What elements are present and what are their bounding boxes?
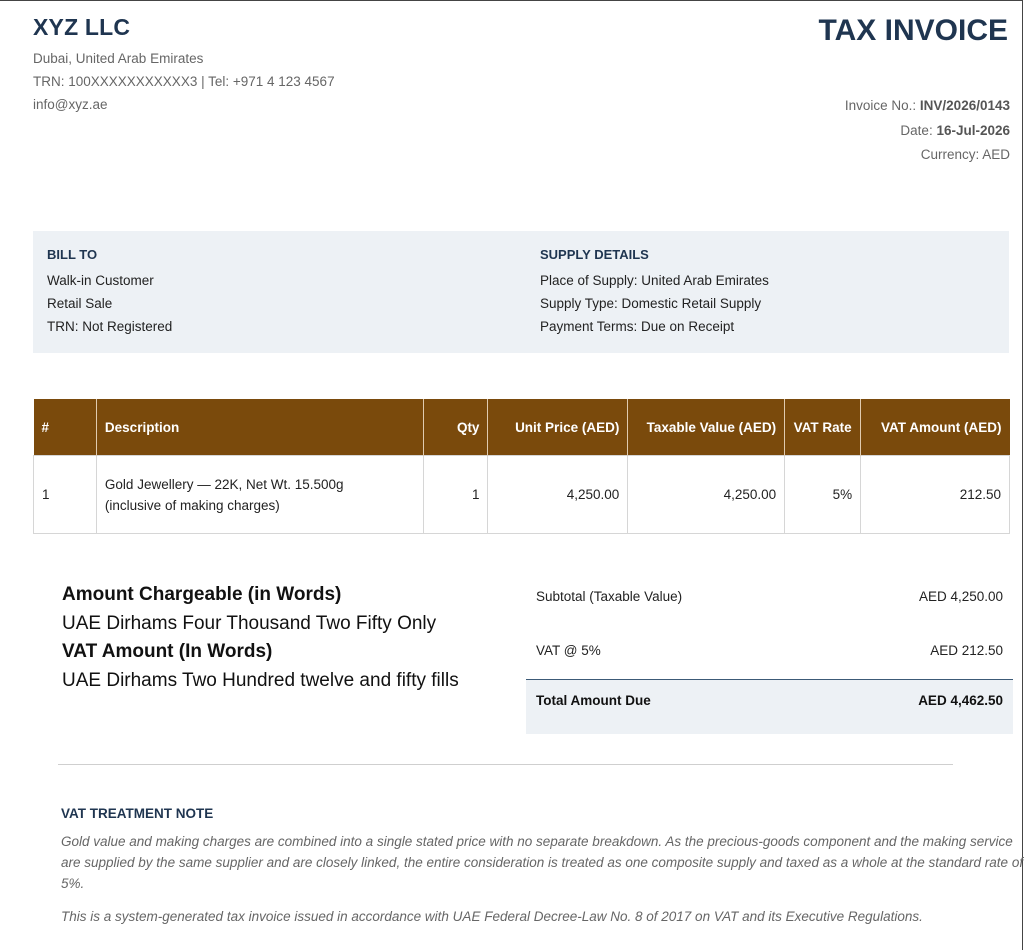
table-row [34, 456, 1010, 534]
vat-value: AED 212.50 [930, 643, 1003, 658]
invoice-date-value: 16-Jul-2026 [936, 123, 1010, 138]
row-number: 1 [34, 456, 97, 534]
column-header: VAT Rate [785, 399, 861, 456]
total-row [526, 679, 1013, 734]
item-description-line: Gold Jewellery — 22K, Net Wt. 15.500g [104, 476, 344, 492]
item-vat-rate: 5% [785, 456, 861, 534]
items-table [33, 399, 1010, 534]
supply-details-line: Supply Type: Domestic Retail Supply [540, 296, 762, 311]
company-email: info@xyz.ae [33, 97, 108, 112]
subtotal-value: AED 4,250.00 [918, 589, 1003, 604]
company-trn-tel: TRN: 100XXXXXXXXXXX3 | Tel: +971 4 123 4567 [33, 74, 335, 89]
total-value: AED 4,462.50 [918, 693, 1003, 708]
column-header: # [34, 399, 97, 456]
vat-note-heading: VAT TREATMENT NOTE [61, 806, 214, 821]
amount-in-words-section [62, 581, 459, 695]
item-vat-amount: 212.50 [861, 456, 1010, 534]
column-header: VAT Amount (AED) [861, 399, 1010, 456]
column-header: Description [96, 399, 423, 456]
document-title: TAX INVOICE [818, 14, 1008, 47]
item-taxable-value: 4,250.00 [628, 456, 785, 534]
invoice-date [900, 123, 1010, 138]
footer-note: This is a system-generated tax invoice issued in accordance with UAE Federal Decree-Law No. 8 of 2017 on VAT and its Executive Regulations. [61, 909, 923, 924]
subtotal-row [526, 571, 1013, 625]
amount-words-heading: Amount Chargeable (in Words) [62, 584, 342, 605]
bill-to-line: Retail Sale [47, 296, 113, 311]
company-name: XYZ LLC [33, 14, 131, 40]
bill-to-section [47, 247, 172, 338]
invoice-number-value: INV/2026/0143 [919, 98, 1010, 113]
supply-details-line: Payment Terms: Due on Receipt [540, 319, 735, 334]
vat-row [526, 625, 1013, 679]
item-description-line: (inclusive of making charges) [104, 497, 280, 513]
item-unit-price: 4,250.00 [488, 456, 628, 534]
section-divider [58, 764, 953, 765]
bill-to-line: TRN: Not Registered [47, 319, 173, 334]
vat-words-value: UAE Dirhams Two Hundred twelve and fifty fills [62, 670, 459, 691]
amount-words-value: UAE Dirhams Four Thousand Two Fifty Only [62, 613, 437, 634]
totals-section [526, 571, 1013, 734]
subtotal-label: Subtotal (Taxable Value) [536, 589, 683, 604]
invoice-number-label: Invoice No.: [844, 98, 920, 113]
total-label: Total Amount Due [536, 693, 651, 708]
vat-label: VAT @ 5% [536, 643, 601, 658]
vat-note-body: Gold value and making charges are combined into a single stated price with no separate breakdown. As the precious-goods component and the making service are supplied by the same supplier and are closely linked, the entire consideration is treated as one composite supply and taxed as a whole at the standard rate of 5%. [61, 834, 1024, 891]
item-qty: 1 [423, 456, 488, 534]
column-header: Taxable Value (AED) [628, 399, 785, 456]
vat-words-heading: VAT Amount (In Words) [62, 641, 273, 662]
bill-to-line: Walk-in Customer [47, 273, 154, 288]
column-header: Qty [423, 399, 488, 456]
table-header-row [34, 399, 1010, 456]
supply-details-section [540, 247, 769, 338]
party-info-box [33, 231, 1009, 353]
invoice-date-label: Date: [900, 123, 937, 138]
invoice-number [845, 98, 1010, 113]
company-address: Dubai, United Arab Emirates [33, 51, 204, 66]
supply-details-line: Place of Supply: United Arab Emirates [540, 273, 769, 288]
supply-details-heading: SUPPLY DETAILS [540, 247, 649, 262]
bill-to-heading: BILL TO [47, 247, 98, 262]
item-description [96, 456, 423, 534]
column-header: Unit Price (AED) [488, 399, 628, 456]
invoice-currency: Currency: AED [920, 147, 1010, 162]
